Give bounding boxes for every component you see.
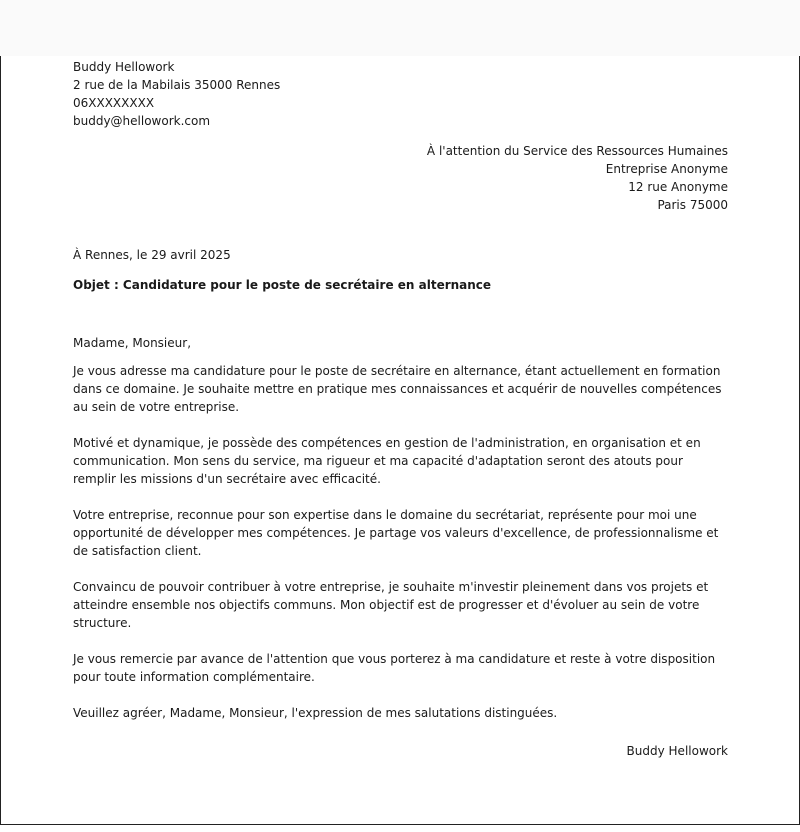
- recipient-street: 12 rue Anonyme: [628, 180, 728, 194]
- sender-block: [73, 58, 728, 130]
- paragraph: Je vous remercie par avance de l'attention que vous porterez à ma candidature et reste à votre disposition pour toute information complémentaire.: [73, 652, 716, 684]
- paragraph: Motivé et dynamique, je possède des compétences en gestion de l'administration, en organisation et en communication. Mon sens du service, ma rigueur et ma capacité d'adaptation seront des atouts pour remplir les missions d'un secrétaire avec efficacité.: [73, 436, 701, 486]
- paragraph: Votre entreprise, reconnue pour son expertise dans le domaine du secrétariat, représente pour moi une opportunité de développer mes compétences. Je partage vos valeurs d'excellence, de professionnalisme et de satisfaction client.: [73, 508, 719, 558]
- closing-paragraph: Veuillez agréer, Madame, Monsieur, l'expression de mes salutations distinguées.: [73, 706, 558, 720]
- recipient-block: [73, 142, 728, 214]
- recipient-company: Entreprise Anonyme: [605, 162, 728, 176]
- top-bar: [0, 0, 800, 56]
- recipient-city: Paris 75000: [657, 198, 728, 212]
- sender-email: buddy@hellowork.com: [73, 114, 211, 128]
- letter-body: [73, 362, 728, 740]
- recipient-attention: À l'attention du Service des Ressources Humaines: [426, 144, 728, 158]
- salutation: Madame, Monsieur,: [73, 336, 192, 350]
- signature: Buddy Hellowork: [626, 744, 728, 758]
- paragraph: Je vous adresse ma candidature pour le poste de secrétaire en alternance, étant actuellement en formation dans ce domaine. Je souhaite mettre en pratique mes connaissances et acquérir de nouvelles compétences au sein de votre entreprise.: [73, 364, 722, 414]
- date-line: À Rennes, le 29 avril 2025: [73, 248, 231, 262]
- sender-phone: 06XXXXXXXX: [73, 96, 155, 110]
- paragraph: Convaincu de pouvoir contribuer à votre entreprise, je souhaite m'investir pleinement dans vos projets et atteindre ensemble nos objectifs communs. Mon objectif est de progresser et d'évoluer au sein de votre structure.: [73, 580, 709, 630]
- letter-page: [0, 56, 800, 825]
- sender-address: 2 rue de la Mabilais 35000 Rennes: [73, 78, 281, 92]
- sender-name: Buddy Hellowork: [73, 60, 175, 74]
- subject-line: Objet : Candidature pour le poste de secrétaire en alternance: [73, 278, 492, 292]
